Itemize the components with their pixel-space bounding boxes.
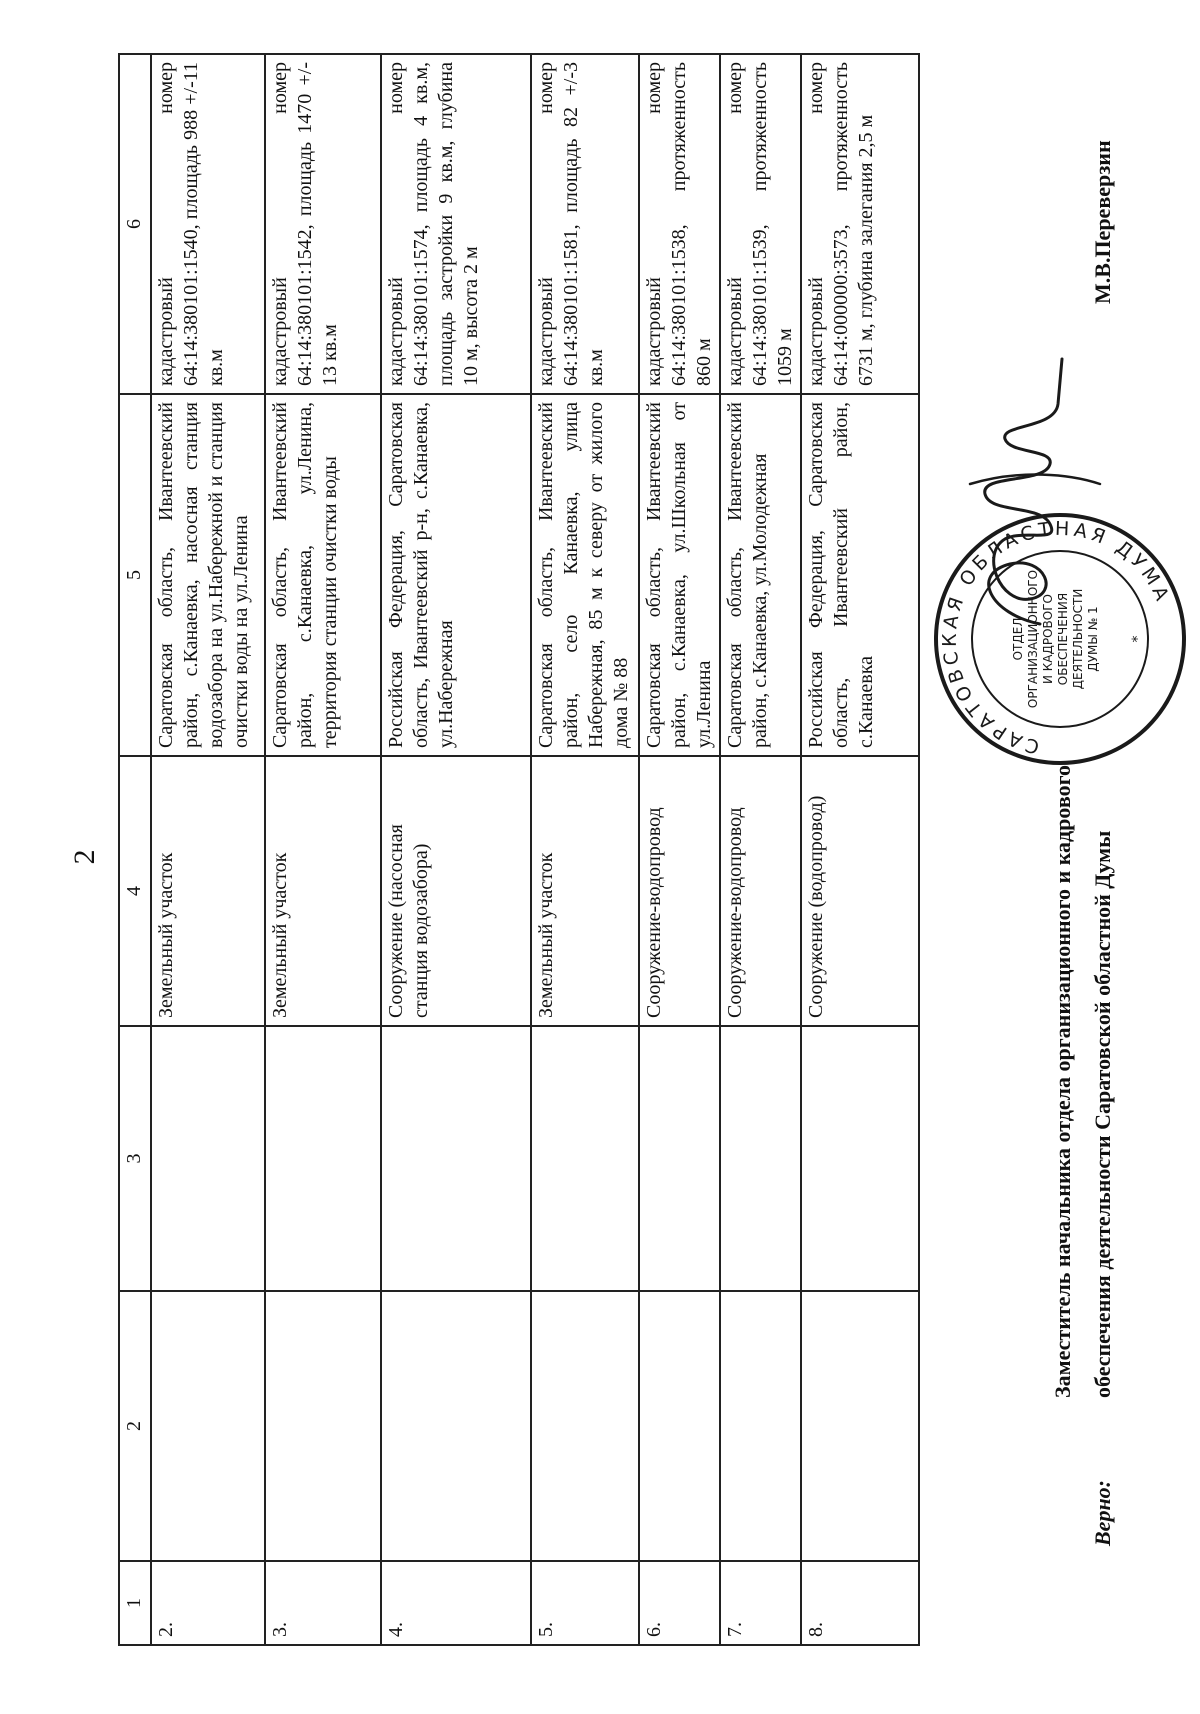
object-type: Земельный участок xyxy=(531,756,639,1026)
object-address: Саратовская область, Ивантеевский район, с.Канаевка, ул.Молодежная xyxy=(720,394,801,756)
table-row xyxy=(151,54,265,1645)
row-col-3 xyxy=(639,1026,720,1291)
object-details: кадастровый номер 64:14:380101:1542, площадь 1470 +/- 13 кв.м xyxy=(265,54,381,394)
signer-title-line-2: обеспечения деятельности Саратовской областной Думы xyxy=(1090,830,1115,1398)
object-type: Земельный участок xyxy=(151,756,265,1026)
table-row xyxy=(720,54,801,1645)
table-row xyxy=(265,54,381,1645)
row-number: 5. xyxy=(531,1561,639,1645)
column-header: 4 xyxy=(119,756,151,1026)
row-col-2 xyxy=(801,1291,919,1561)
row-col-3 xyxy=(381,1026,531,1291)
row-number: 2. xyxy=(151,1561,265,1645)
object-details: кадастровый номер 64:14:380101:1540, площадь 988 +/-11 кв.м xyxy=(151,54,265,394)
object-type: Сооружение (водопровод) xyxy=(801,756,919,1026)
seal-inner-line: ДУМЫ № 1 xyxy=(1086,606,1100,672)
object-details: кадастровый номер 64:14:380101:1581, площадь 82 +/-3 кв.м xyxy=(531,54,639,394)
seal-inner-line: И КАДРОВОГО xyxy=(1041,593,1055,685)
seal-inner-line: ОБЕСПЕЧЕНИЯ xyxy=(1056,592,1070,686)
object-address: Саратовская область, Ивантеевский район, село Канаевка, улица Набережная, 85 м к северу от жилого дома № 88 xyxy=(531,394,639,756)
row-number: 7. xyxy=(720,1561,801,1645)
object-type: Земельный участок xyxy=(265,756,381,1026)
row-col-2 xyxy=(265,1291,381,1561)
object-type: Сооружение-водопровод xyxy=(720,756,801,1026)
seal-inner-line: ДЕЯТЕЛЬНОСТИ xyxy=(1071,588,1085,690)
row-number: 4. xyxy=(381,1561,531,1645)
signer-title-line-1: Заместитель начальника отдела организационного и кадрового xyxy=(1050,764,1075,1398)
object-type: Сооружение (насосная станция водозабора) xyxy=(381,756,531,1026)
seal-inner-line: ОРГАНИЗАЦИОННОГО xyxy=(1026,569,1040,709)
object-type: Сооружение-водопровод xyxy=(639,756,720,1026)
column-header: 3 xyxy=(119,1026,151,1291)
row-col-2 xyxy=(151,1291,265,1561)
table-row xyxy=(381,54,531,1645)
property-table xyxy=(118,53,920,1646)
verno-label: Верно: xyxy=(1090,1480,1115,1546)
column-header: 6 xyxy=(119,54,151,394)
table-row xyxy=(639,54,720,1645)
row-number: 3. xyxy=(265,1561,381,1645)
row-col-2 xyxy=(639,1291,720,1561)
svg-text:*: * xyxy=(1130,635,1146,643)
row-col-2 xyxy=(381,1291,531,1561)
object-address: Саратовская область, Ивантеевский район, с.Канаевка, насосная станция водозабора на ул.Набережной и станция очистки воды на ул.Ленина xyxy=(151,394,265,756)
table-row xyxy=(801,54,919,1645)
object-address: Саратовская область, Ивантеевский район, с.Канаевка, ул.Ленина, территория станции очистки воды xyxy=(265,394,381,756)
column-header: 2 xyxy=(119,1291,151,1561)
row-col-3 xyxy=(265,1026,381,1291)
signer-name: М.В.Переверзин xyxy=(1090,140,1115,304)
column-header: 1 xyxy=(119,1561,151,1645)
seal-outer-text: САРАТОВСКАЯ ОБЛАСТНАЯ ДУМА xyxy=(938,517,1175,758)
page-number: 2 xyxy=(68,849,101,865)
seal-inner-line: ОТДЕЛ xyxy=(1011,617,1025,661)
row-number: 6. xyxy=(639,1561,720,1645)
row-col-2 xyxy=(531,1291,639,1561)
row-col-3 xyxy=(720,1026,801,1291)
table-row xyxy=(531,54,639,1645)
table-header-row xyxy=(119,54,151,1645)
object-address: Российская Федерация, Саратовская область, Ивантеевский р-н, с.Канаевка, ул.Набережная xyxy=(381,394,531,756)
row-number: 8. xyxy=(801,1561,919,1645)
row-col-3 xyxy=(801,1026,919,1291)
row-col-2 xyxy=(720,1291,801,1561)
object-details: кадастровый номер 64:14:380101:1574, площадь 4 кв.м, площадь застройки 9 кв.м, глубина 10 м, высота 2 м xyxy=(381,54,531,394)
object-address: Саратовская область, Ивантеевский район, с.Канаевка, ул.Школьная от ул.Ленина xyxy=(639,394,720,756)
row-col-3 xyxy=(531,1026,639,1291)
row-col-3 xyxy=(151,1026,265,1291)
handwritten-signature xyxy=(950,354,1110,634)
object-details: кадастровый номер 64:14:000000:3573, протяженность 6731 м, глубина залегания 2,5 м xyxy=(801,54,919,394)
object-details: кадастровый номер 64:14:380101:1538, протяженность 860 м xyxy=(639,54,720,394)
object-details: кадастровый номер 64:14:380101:1539, протяженность 1059 м xyxy=(720,54,801,394)
object-address: Российская Федерация, Саратовская область, Ивантеевский район, с.Канаевка xyxy=(801,394,919,756)
column-header: 5 xyxy=(119,394,151,756)
